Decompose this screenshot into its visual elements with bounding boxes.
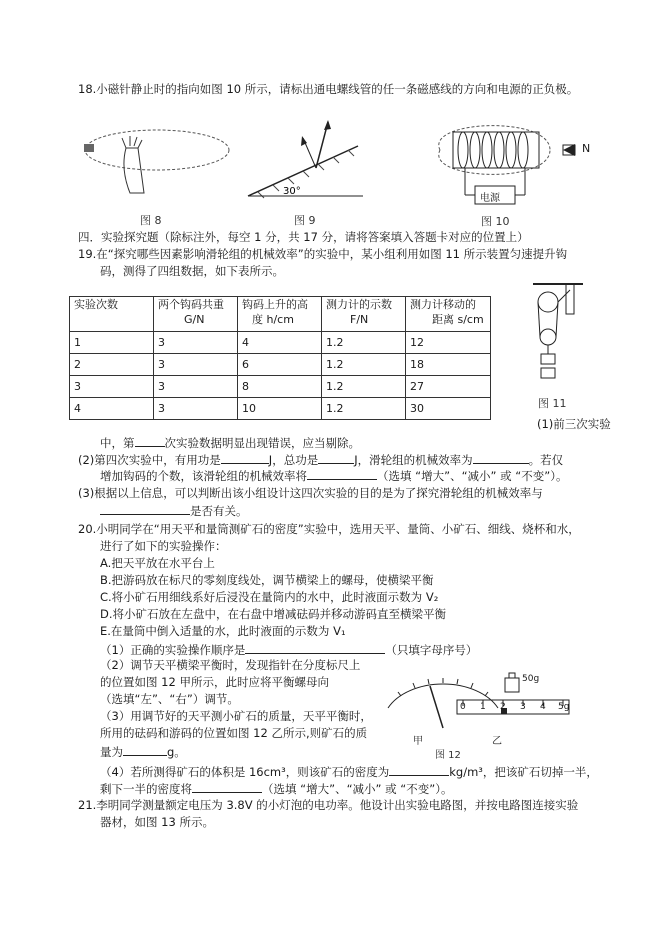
cell: 3 xyxy=(70,376,154,398)
text: 次实验数据明显出现错误，应当剔除。 xyxy=(164,436,360,450)
question-18: 18.小磁针静止时的指向如图 10 所示，请标出通电螺线管的任一条磁感线的方向和电源的正负极。 xyxy=(78,82,579,96)
q19-part2 xyxy=(78,451,563,468)
text: 剩下一半的密度将 xyxy=(100,782,192,796)
answer-blank[interactable] xyxy=(135,434,165,447)
figure-12-weight-label: 50g xyxy=(522,674,540,684)
cell: 1.2 xyxy=(322,376,406,398)
figure-9-caption: 图 9 xyxy=(294,214,316,227)
table-row xyxy=(70,398,491,420)
cell: 12 xyxy=(406,332,491,354)
figure-10-power-label: 电源 xyxy=(480,193,500,204)
tick: 0 xyxy=(460,702,466,712)
text: （只填字母序号） xyxy=(385,643,478,657)
figure-8-compass-hand-diagram xyxy=(82,118,232,208)
q20-step: A.把天平放在水平台上 xyxy=(100,556,215,570)
tick: 2 xyxy=(500,702,506,712)
q20-sub3-line3 xyxy=(100,743,186,760)
question-21-line-2: 器材，如图 13 所示。 xyxy=(100,815,214,829)
q20-step: B.把游码放在标尺的零刻度线处，调节横梁上的螺母，使横梁平衡 xyxy=(100,573,434,587)
question-20-line-1: 20.小明同学在“用天平和量筒测矿石的密度”实验中，选用天平、量筒、小矿石、细线、烧杯和水， xyxy=(78,522,580,536)
answer-blank[interactable] xyxy=(245,641,385,654)
q19-part3: (3)根据以上信息，可以判断出该小组设计这四次实验的目的是为了探究滑轮组的机械效率与 xyxy=(78,486,543,500)
question-21-line-1: 21.李明同学测量额定电压为 3.8V 的小灯泡的电功率。他设计出实验电路图，并按电路图连接实验 xyxy=(78,798,579,812)
cell: 8 xyxy=(238,376,322,398)
q20-sub3-line2: 所用的砝码和游码的位置如图 12 乙所示,则矿石的质 xyxy=(100,726,368,740)
q20-sub4-cont xyxy=(100,780,452,797)
text: 。若仅 xyxy=(528,453,564,467)
q19-part2-cont xyxy=(100,467,567,484)
tick: 1 xyxy=(480,702,486,712)
text: （1）正确的实验操作顺序是 xyxy=(100,643,246,657)
table-row xyxy=(70,376,491,398)
cell: 27 xyxy=(406,376,491,398)
q19-part3-cont xyxy=(100,502,248,519)
answer-blank[interactable] xyxy=(221,451,269,464)
question-19-line-2: 码，测得了四组数据，如下表所示。 xyxy=(100,264,284,278)
figure-9-reflection-diagram xyxy=(238,118,368,208)
q20-sub2-line2: 的位置如图 12 甲所示，此时应将平衡螺母向 xyxy=(100,675,329,689)
text: （4）若所测得矿石的体积是 16cm³，则该矿石的密度为 xyxy=(100,765,390,779)
cell: 4 xyxy=(70,398,154,420)
figure-8-caption: 图 8 xyxy=(140,214,162,227)
cell: 4 xyxy=(238,332,322,354)
answer-blank[interactable] xyxy=(100,502,190,515)
q20-step: C.将小矿石用细线系好后浸没在量筒内的水中，此时液面示数为 V₂ xyxy=(100,590,439,604)
text: （选填 “增大”、“减小” 或 “不变”）。 xyxy=(377,469,568,483)
cell: 6 xyxy=(238,354,322,376)
answer-blank[interactable] xyxy=(192,780,262,793)
tick: 3 xyxy=(520,702,526,712)
figure-10-n-label: N xyxy=(582,142,591,155)
q19-part1 xyxy=(100,434,360,451)
figure-12-scale-diagram xyxy=(455,668,575,718)
answer-blank[interactable] xyxy=(307,467,377,480)
header-distance: 测力计移动的 距离 s/cm xyxy=(406,297,491,332)
figure-10-caption: 图 10 xyxy=(481,215,510,228)
cell: 1 xyxy=(70,332,154,354)
header-weight: 两个钩码共重 G/N xyxy=(154,297,238,332)
figure-11-pulley-diagram xyxy=(528,282,588,392)
figure-9-angle-label: 30° xyxy=(283,186,301,197)
figure-10-solenoid-diagram xyxy=(425,110,605,210)
text: （选填 “增大”、“减小” 或 “不变”）。 xyxy=(262,782,453,796)
header-trial: 实验次数 xyxy=(70,297,154,332)
cell: 1.2 xyxy=(322,398,406,420)
tick: 4 xyxy=(540,702,546,712)
question-20-line-2: 进行了如下的实验操作： xyxy=(100,539,227,553)
text: 量为 xyxy=(100,745,123,759)
text: g。 xyxy=(167,745,186,759)
answer-blank[interactable] xyxy=(473,451,529,464)
cell: 3 xyxy=(154,332,238,354)
text: 中，第 xyxy=(100,436,135,450)
cell: 3 xyxy=(154,354,238,376)
cell: 1.2 xyxy=(322,332,406,354)
text: J，滑轮组的机械效率为 xyxy=(354,453,473,467)
header-height: 钩码上升的高 度 h/cm xyxy=(238,297,322,332)
q20-sub2-line1: （2）调节天平横梁平衡时，发现指针在分度标尺上 xyxy=(100,658,361,672)
cell: 3 xyxy=(154,376,238,398)
text: 增加钩码的个数，该滑轮组的机械效率将 xyxy=(100,469,307,483)
figure-12-jia-label: 甲 xyxy=(413,736,423,747)
experiment-data-table xyxy=(69,296,491,420)
text: kg/m³，把该矿石切掉一半， xyxy=(449,765,598,779)
text: 是否有关。 xyxy=(190,504,248,518)
q19-part1-tail: (1)前三次实验 xyxy=(537,417,611,431)
answer-blank[interactable] xyxy=(389,763,449,776)
answer-blank[interactable] xyxy=(123,743,167,756)
text: (2)第四次实验中，有用功是 xyxy=(78,453,221,467)
header-force: 测力计的示数 F/N xyxy=(322,297,406,332)
q20-step: D.将小矿石放在左盘中，在右盘中增减砝码并移动游码直至横梁平衡 xyxy=(100,607,447,621)
cell: 1.2 xyxy=(322,354,406,376)
q20-sub3-line1: （3）用调节好的天平测小矿石的质量，天平平衡时， xyxy=(100,709,372,723)
figure-12-caption: 图 12 xyxy=(435,750,461,761)
q20-sub2-line3: （选填“左”、“右”）调节。 xyxy=(100,692,239,706)
figure-11-caption: 图 11 xyxy=(538,397,567,410)
section-4-heading: 四．实验探究题（除标注外，每空 1 分，共 17 分，请将答案填入答题卡对应的位置上） xyxy=(78,230,529,244)
q20-step: E.在量筒中倒入适量的水，此时液面的示数为 V₁ xyxy=(100,624,346,638)
text: J，总功是 xyxy=(268,453,319,467)
cell: 30 xyxy=(406,398,491,420)
table-header-row xyxy=(70,297,491,332)
table-row xyxy=(70,354,491,376)
answer-blank[interactable] xyxy=(318,451,354,464)
cell: 10 xyxy=(238,398,322,420)
cell: 2 xyxy=(70,354,154,376)
q20-sub4 xyxy=(100,763,598,780)
cell: 18 xyxy=(406,354,491,376)
cell: 3 xyxy=(154,398,238,420)
table-row xyxy=(70,332,491,354)
figure-12-yi-label: 乙 xyxy=(492,736,502,747)
q20-sub1 xyxy=(100,641,477,658)
question-19-line-1: 19.在“探究哪些因素影响滑轮组的机械效率”的实验中，某小组利用如图 11 所示装置匀速提升钩 xyxy=(78,247,568,261)
tick: 5g xyxy=(558,702,570,712)
